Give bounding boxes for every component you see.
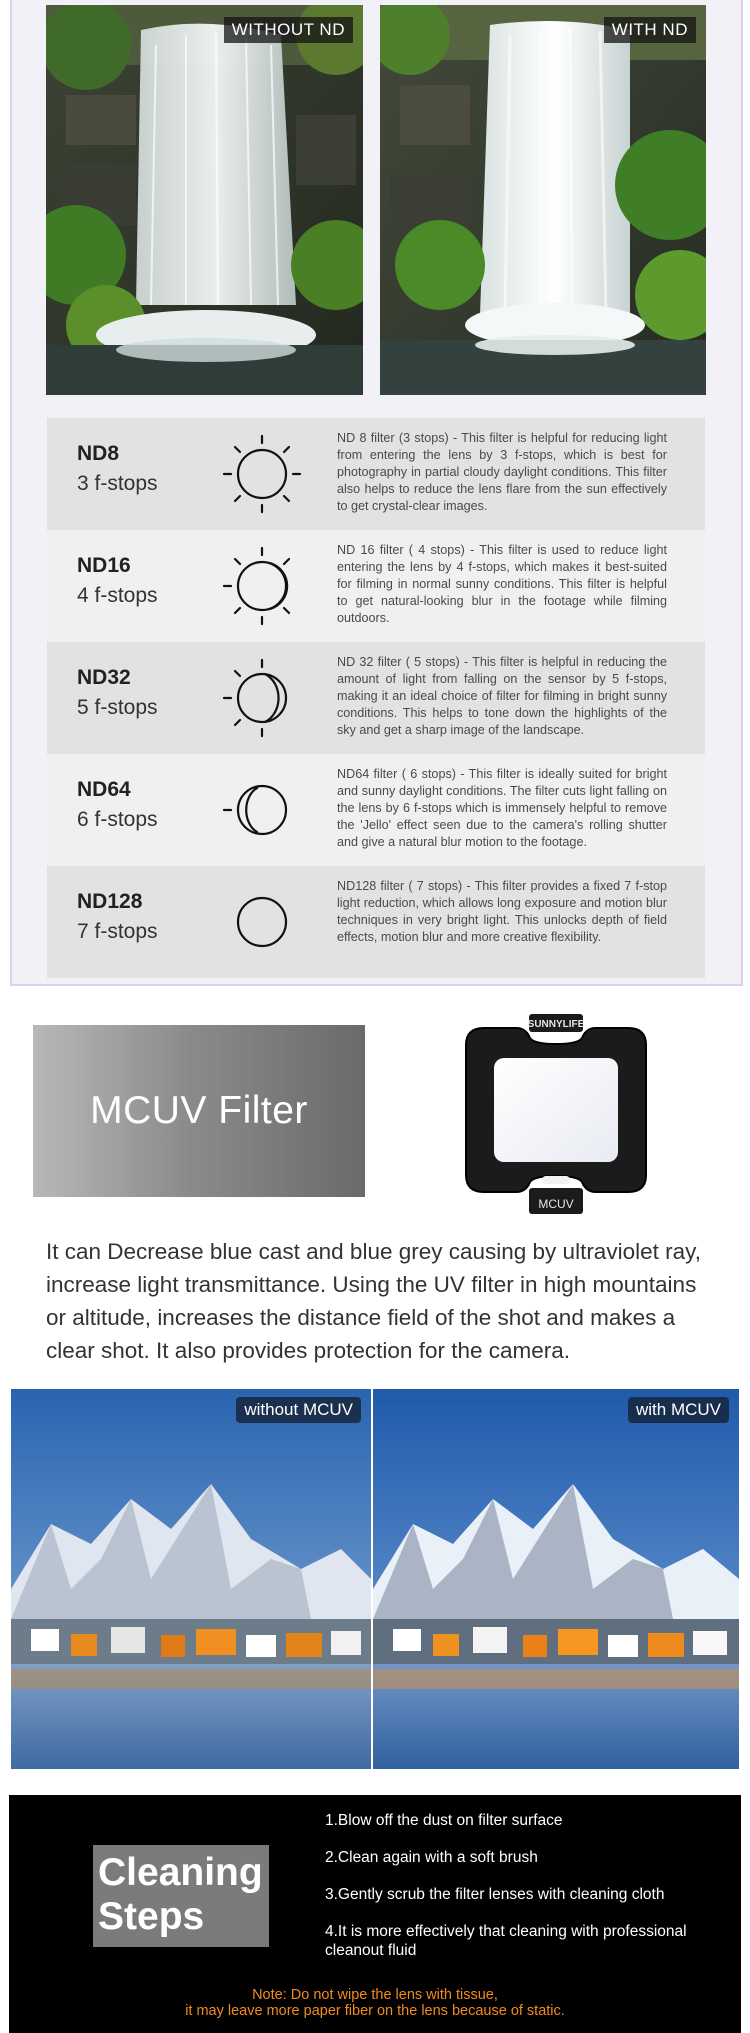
cleaning-step: 1.Blow off the dust on filter surface	[325, 1812, 563, 1829]
mcuv-title: MCUV Filter	[90, 1089, 308, 1132]
landscape-with-mcuv-photo	[373, 1389, 739, 1769]
nd-stops: 4 f-stops	[77, 584, 158, 607]
cleaning-steps-section	[9, 1795, 741, 2033]
cleaning-step: 3.Gently scrub the filter lenses with cleaning cloth	[325, 1886, 665, 1903]
mcuv-filter-product-image	[446, 1010, 666, 1220]
nd-filter-table	[47, 418, 705, 978]
nd-stops: 6 f-stops	[77, 808, 158, 831]
cleaning-step: 4.It is more effectively that cleaning with professional cleanout fluid	[325, 1923, 687, 1959]
cleaning-title-line2: Steps	[98, 1895, 205, 1938]
nd-name: ND16	[77, 554, 131, 577]
full-sun-icon	[187, 418, 337, 530]
nd-description: ND 32 filter ( 5 stops) - This filter is helpful in reducing the amount of light from falling on the sensor by 5 f-stops, making it an ideal choice of filter for filming in bright sunny conditions. This helps to tone down the highlights of the sky and get a sharp image of the landscape.	[337, 655, 667, 737]
cleaning-note-line2: it may leave more paper fiber on the lens because of static.	[185, 2003, 565, 2019]
nd-description: ND 8 filter (3 stops) - This filter is helpful for reducing light from entering the lens by 3 f-stops, which is best for photography in partial cloudy daylight conditions. This filter also helps to reduce the lens flare from the sun effectively to get crystal-clear images.	[337, 431, 667, 513]
with-mcuv-tag: with MCUV	[628, 1397, 729, 1423]
cleaning-step: 2.Clean again with a soft brush	[325, 1849, 538, 1866]
crescent-sun-icon	[187, 754, 337, 866]
without-nd-tag: WITHOUT ND	[224, 17, 353, 43]
nd-row-nd32	[47, 642, 705, 754]
nd-description: ND128 filter ( 7 stops) - This filter provides a fixed 7 f-stop light reduction, which allows long exposure and motion blur techniques in very bright light. This unlocks depth of field effects, motion blur and more creative flexibility.	[337, 879, 667, 944]
nd-row-nd128	[47, 866, 705, 978]
cleaning-title-line1: Cleaning	[98, 1851, 263, 1894]
gibbous-sun-icon	[187, 530, 337, 642]
nd-name: ND8	[77, 442, 120, 465]
nd-label	[47, 530, 187, 642]
nd-name: ND128	[77, 890, 143, 913]
nd-stops: 3 f-stops	[77, 472, 158, 495]
mcuv-description: It can Decrease blue cast and blue grey causing by ultraviolet ray, increase light transmittance. Using the UV filter in high mountains or altitude, increases the distance field of the shot and makes a clear shot. It also provides protection for the camera.	[46, 1239, 701, 1363]
nd-label	[47, 418, 187, 530]
nd-label	[47, 866, 187, 978]
nd-label	[47, 642, 187, 754]
nd-row-nd64	[47, 754, 705, 866]
waterfall-without-nd-photo	[46, 5, 363, 395]
cleaning-note-line1: Note: Do not wipe the lens with tissue,	[252, 1987, 498, 2003]
nd-stops: 7 f-stops	[77, 920, 158, 943]
cleaning-steps-list	[325, 1811, 725, 1978]
landscape-without-mcuv-photo	[11, 1389, 371, 1769]
nd-row-nd16	[47, 530, 705, 642]
waterfall-with-nd-photo	[380, 5, 706, 395]
cleaning-title-box	[93, 1845, 269, 1947]
with-nd-tag: WITH ND	[604, 17, 696, 43]
product-label-text: MCUV	[538, 1197, 574, 1211]
cleaning-note	[9, 1987, 741, 2019]
brand-logo-text: SUNNYLIFE	[527, 1019, 585, 1030]
nd-description: ND 16 filter ( 4 stops) - This filter is used to reduce light entering the lens by 4 f-stops, which makes it best-suited for filming in normal sunny conditions. This filter is helpful to get natural-looking blur in the footage while filming outdoors.	[337, 543, 667, 625]
empty-circle-icon	[187, 866, 337, 978]
without-mcuv-tag: without MCUV	[236, 1397, 361, 1423]
half-sun-icon	[187, 642, 337, 754]
nd-description: ND64 filter ( 6 stops) - This filter is ideally suited for bright and sunny daylight conditions. The filter cuts light falling on the lens by 6 f-stops which is immensely helpful to remove the 'Jello' effect seen due to the camera's rolling shutter and give a natural blur motion to the footage.	[337, 767, 667, 849]
nd-name: ND64	[77, 778, 131, 801]
nd-stops: 5 f-stops	[77, 696, 158, 719]
mcuv-title-card	[33, 1025, 365, 1197]
nd-label	[47, 754, 187, 866]
nd-row-nd8	[47, 418, 705, 530]
nd-name: ND32	[77, 666, 131, 689]
